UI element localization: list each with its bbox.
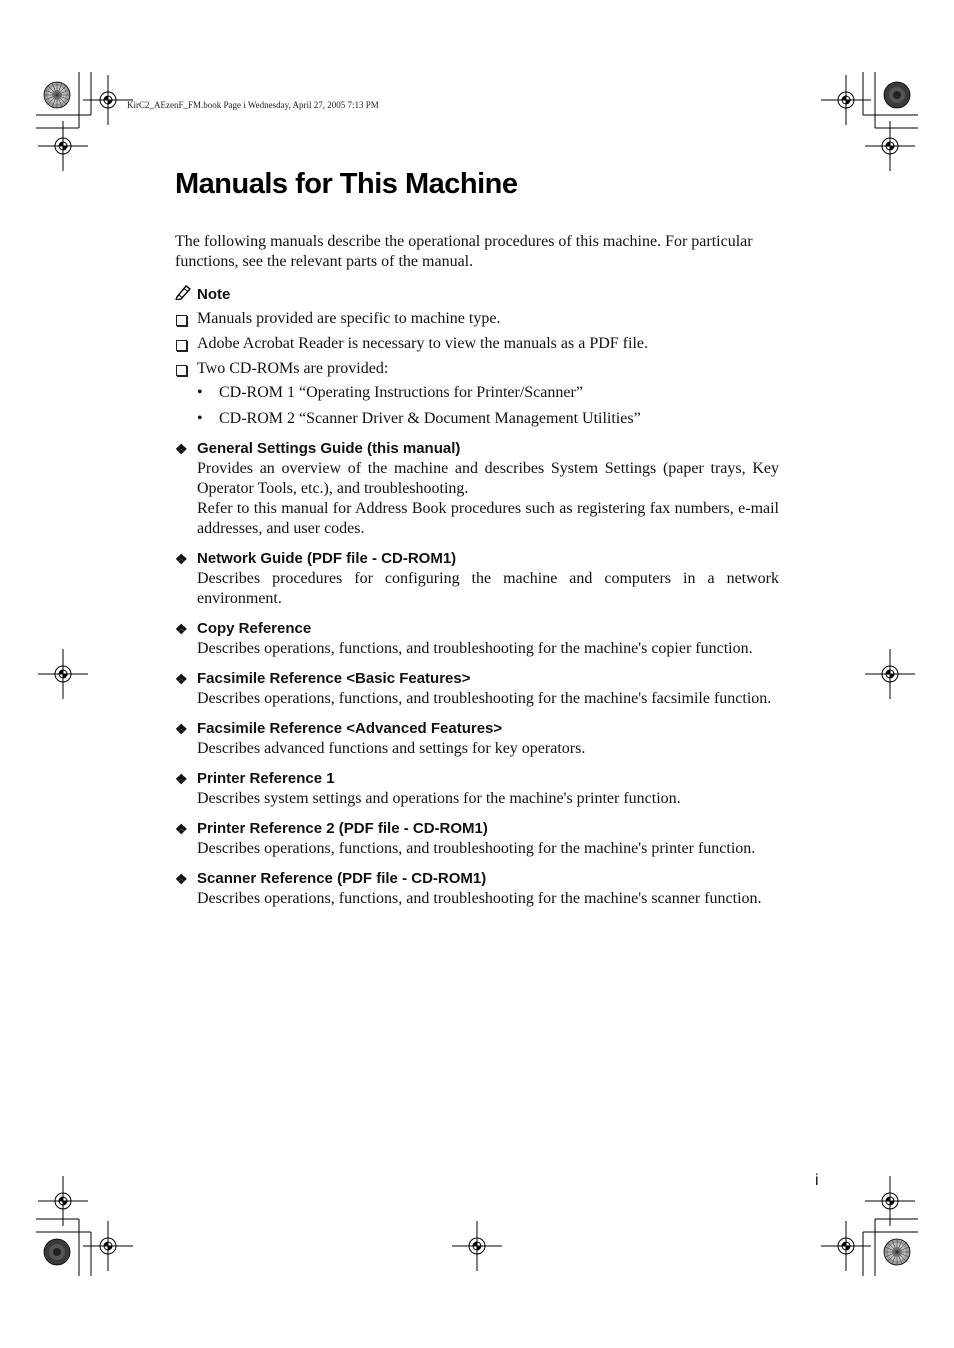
checkbox-icon [176, 365, 187, 376]
color-wheel-icon [884, 1239, 910, 1265]
section-body [197, 889, 779, 909]
section-title: Network Guide (PDF file - CD-ROM1) [197, 550, 457, 567]
section-text: Refer to this manual for Address Book procedures such as registering fax numbers, e-mail addresses, and user codes. [197, 500, 779, 537]
diamond-bullet-icon: ❖ [175, 821, 188, 837]
print-info-header: KirC2_AEzenF_FM.book Page i Wednesday, April 27, 2005 7:13 PM [127, 100, 379, 110]
section-title: General Settings Guide (this manual) [197, 440, 461, 457]
section-body [197, 639, 779, 659]
section-heading [175, 769, 779, 789]
bullet-icon: • [197, 384, 203, 401]
section-title: Copy Reference [197, 620, 312, 637]
section-title: Facsimile Reference <Advanced Features> [197, 720, 503, 737]
manual-section-copy-reference [175, 619, 779, 659]
section-heading [175, 549, 779, 569]
section-text: Describes operations, functions, and troubleshooting for the machine's printer function. [197, 840, 756, 857]
section-text: Describes procedures for configuring the machine and computers in a network environment. [197, 570, 779, 607]
section-title: Scanner Reference (PDF file - CD-ROM1) [197, 870, 487, 887]
diamond-bullet-icon: ❖ [175, 621, 188, 637]
section-body [197, 689, 779, 709]
section-heading [175, 719, 779, 739]
bullet-icon: • [197, 410, 203, 427]
section-heading [175, 819, 779, 839]
checkbox-icon [176, 340, 187, 351]
list-item [197, 383, 779, 403]
diamond-bullet-icon: ❖ [175, 721, 188, 737]
list-item-text: CD-ROM 1 “Operating Instructions for Printer/Scanner” [219, 384, 583, 401]
section-title: Printer Reference 2 (PDF file - CD-ROM1) [197, 820, 488, 837]
diamond-bullet-icon: ❖ [175, 871, 188, 887]
crosshair-registration-icon [452, 1221, 502, 1271]
section-body [197, 739, 779, 759]
section-text: Describes advanced functions and settings for key operators. [197, 740, 586, 757]
section-text: Describes operations, functions, and troubleshooting for the machine's scanner function. [197, 890, 762, 907]
diamond-bullet-icon: ❖ [175, 771, 188, 787]
checkbox-icon [176, 315, 187, 326]
color-wheel-icon [44, 1239, 70, 1265]
list-item [197, 409, 779, 429]
section-text: Describes operations, functions, and troubleshooting for the machine's facsimile function. [197, 690, 772, 707]
diamond-bullet-icon: ❖ [175, 551, 188, 567]
manual-section-printer-reference-1 [175, 769, 779, 809]
manual-section-general-settings [175, 439, 779, 539]
note-heading [175, 284, 779, 306]
manual-section-network-guide [175, 549, 779, 609]
page-title: Manuals for This Machine [175, 168, 518, 200]
intro-paragraph: The following manuals describe the operational procedures of this machine. For particular functions, see the relevant parts of the manual. [175, 233, 753, 270]
crosshair-registration-icon [865, 649, 915, 699]
section-text: Describes system settings and operations for the machine's printer function. [197, 790, 681, 807]
section-title: Printer Reference 1 [197, 770, 335, 787]
section-title: Facsimile Reference <Basic Features> [197, 670, 471, 687]
manual-section-printer-reference-2 [175, 819, 779, 859]
diamond-bullet-icon: ❖ [175, 671, 188, 687]
note-label: Note [197, 286, 231, 303]
section-heading [175, 669, 779, 689]
section-body [197, 569, 779, 609]
main-content [175, 232, 779, 909]
list-item-text: CD-ROM 2 “Scanner Driver & Document Management Utilities” [219, 410, 641, 427]
note-item [175, 309, 779, 329]
note-item [175, 334, 779, 354]
color-wheel-icon [44, 82, 70, 108]
manual-section-scanner-reference [175, 869, 779, 909]
pencil-icon [175, 284, 193, 306]
section-body [197, 459, 779, 539]
section-body [197, 839, 779, 859]
note-item-text: Two CD-ROMs are provided: [197, 360, 389, 377]
section-body [197, 789, 779, 809]
diamond-bullet-icon: ❖ [175, 441, 188, 457]
crosshair-registration-icon [38, 649, 88, 699]
color-wheel-icon [884, 82, 910, 108]
note-item-text: Manuals provided are specific to machine type. [197, 310, 501, 327]
manual-section-facsimile-basic [175, 669, 779, 709]
section-heading [175, 869, 779, 889]
note-item [175, 359, 779, 379]
section-text: Provides an overview of the machine and describes System Settings (paper trays, Key Operator Tools, etc.), and troubleshooting. [197, 460, 779, 497]
note-item-text: Adobe Acrobat Reader is necessary to view the manuals as a PDF file. [197, 335, 648, 352]
cd-rom-list [197, 383, 779, 429]
manual-section-facsimile-advanced [175, 719, 779, 759]
page-number: i [815, 1172, 819, 1189]
section-text: Describes operations, functions, and troubleshooting for the machine's copier function. [197, 640, 753, 657]
section-heading [175, 619, 779, 639]
note-block [175, 284, 779, 429]
section-heading [175, 439, 779, 459]
